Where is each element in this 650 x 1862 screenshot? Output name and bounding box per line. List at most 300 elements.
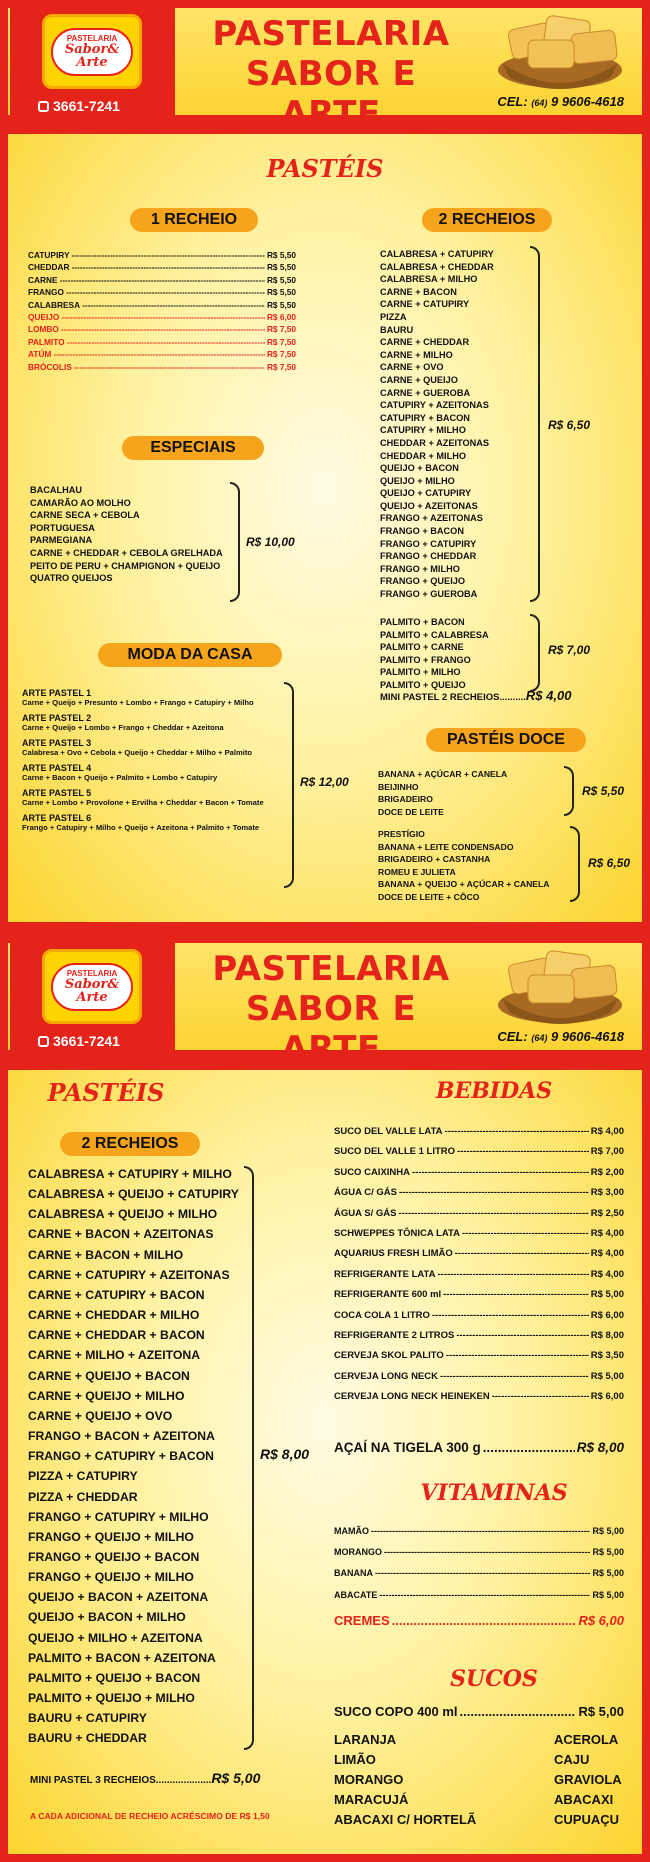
bebida-item-price: R$ 2,00 xyxy=(590,1166,624,1178)
um-recheio-item-price: R$ 7,50 xyxy=(266,349,296,360)
heading-moda-da-casa: MODA DA CASA xyxy=(98,643,282,667)
cel-phone-2 xyxy=(497,1029,624,1044)
um-recheio-item-price: R$ 5,50 xyxy=(266,250,296,260)
dois-recheios-item: CARNE + OVO xyxy=(380,362,444,373)
logo-text-top: PASTELARIA xyxy=(66,968,118,978)
vitamina-item xyxy=(334,1590,624,1600)
dots xyxy=(440,1371,589,1382)
p2-recheio-item: FRANGO + CATUPIRY + BACON xyxy=(28,1449,214,1464)
dots xyxy=(60,275,265,285)
vitamina-item xyxy=(334,1526,624,1536)
bebida-item-price: R$ 4,00 xyxy=(590,1268,624,1280)
um-recheio-item-name: CHEDDAR xyxy=(28,262,70,273)
especial-item: PEITO DE PERU + CHAMPIGNON + QUEIJO xyxy=(30,560,221,571)
logo-text-main-2: Arte xyxy=(76,989,108,1005)
especial-item: CARNE + CHEDDAR + CEBOLA GRELHADA xyxy=(30,547,223,558)
arte-pastel-title: ARTE PASTEL 4 xyxy=(22,763,92,773)
especial-item: CARNE SECA + CEBOLA xyxy=(30,510,140,521)
dois-recheios-item: CARNE + CATUPIRY xyxy=(380,299,470,310)
bebida-item-name: SUCO DEL VALLE LATA xyxy=(334,1126,443,1137)
vitamina-item-price: R$ 5,00 xyxy=(592,1568,624,1579)
bebida-item xyxy=(334,1391,624,1402)
cel-phone xyxy=(497,94,624,109)
suco-item: GRAVIOLA xyxy=(554,1772,622,1787)
doce-item: PRESTÍGIO xyxy=(378,829,425,839)
um-recheio-item xyxy=(28,337,296,347)
bebida-item-name: CERVEJA LONG NECK HEINEKEN xyxy=(334,1391,490,1403)
list-2-recheios-a xyxy=(380,248,494,601)
suco-item: ABACAXI C/ HORTELÃ xyxy=(334,1812,477,1827)
p2-recheio-item: BAURU + CHEDDAR xyxy=(28,1731,147,1746)
price-moda-da-casa: R$ 12,00 xyxy=(300,775,349,789)
p2-recheio-item: FRANGO + QUEIJO + MILHO xyxy=(28,1570,194,1585)
um-recheio-item-name: CALABRESA xyxy=(28,299,81,310)
doce-item: BRIGADEIRO + CASTANHA xyxy=(378,854,491,865)
cel-number: 9 9606-4618 xyxy=(550,94,624,109)
um-recheio-item-price: R$ 5,50 xyxy=(266,274,296,285)
arte-pastel-desc: Carne + Lombo + Provolone + Ervilha + Cheddar + Bacon + Tomate xyxy=(22,798,264,807)
price-2-recheios-a: R$ 6,50 xyxy=(548,418,591,432)
vitamina-item-name: BANANA xyxy=(334,1568,373,1579)
heading-2-recheios: 2 RECHEIOS xyxy=(422,208,552,232)
bebida-item-price: R$ 4,00 xyxy=(590,1126,624,1137)
mini-pastel-3: MINI PASTEL 3 RECHEIOS....................R$ 5,00 xyxy=(30,1770,261,1786)
phone-number xyxy=(38,98,120,114)
bebida-item-price: R$ 4,00 xyxy=(590,1248,624,1260)
mini-pastel-2-label: MINI PASTEL 2 RECHEIOS xyxy=(380,692,500,703)
um-recheio-item xyxy=(28,362,296,372)
doce-item: ROMEU E JULIETA xyxy=(378,866,456,877)
price-especiais: R$ 10,00 xyxy=(246,535,295,549)
arte-pastel-desc: Frango + Catupiry + Milho + Queijo + Azeitona + Palmito + Tomate xyxy=(22,823,260,832)
especial-item: BACALHAU xyxy=(30,485,83,495)
heading-2-recheios-p2: 2 RECHEIOS xyxy=(60,1132,200,1156)
dois-recheios-item: CARNE + CHEDDAR xyxy=(380,337,470,348)
um-recheio-item xyxy=(28,312,296,322)
pastel-basket-image xyxy=(490,8,630,93)
especial-item: QUATRO QUEIJOS xyxy=(30,573,113,584)
p2-recheio-item: CARNE + BACON + MILHO xyxy=(28,1247,184,1262)
um-recheio-item-price: R$ 5,50 xyxy=(266,299,296,310)
dots xyxy=(446,1350,589,1361)
brace-2-recheios-b xyxy=(530,614,540,692)
bebida-item-price: R$ 2,50 xyxy=(590,1207,624,1219)
bebida-item-name: REFRIGERANTE LATA xyxy=(334,1268,436,1280)
brace-doce-a xyxy=(564,766,574,816)
cel-ddd: (64) xyxy=(531,1033,548,1043)
bebida-item xyxy=(334,1310,624,1321)
doce-item: BEIJINHO xyxy=(378,781,419,792)
p2-recheio-item: CARNE + CHEDDAR + MILHO xyxy=(28,1308,200,1323)
dois-recheios-item: PALMITO + BACON xyxy=(380,617,465,627)
list-doce-a xyxy=(378,768,507,818)
vitamina-item xyxy=(334,1568,624,1578)
um-recheio-item-name: LOMBO xyxy=(28,324,59,335)
especial-item: CAMARÃO AO MOLHO xyxy=(30,497,131,508)
um-recheio-item-name: PALMITO xyxy=(28,336,65,347)
acai-label: AÇAÍ NA TIGELA 300 g xyxy=(334,1440,481,1455)
dois-recheios-item: PIZZA xyxy=(380,311,407,322)
dots xyxy=(71,250,264,260)
um-recheio-item xyxy=(28,349,296,359)
bebida-item-price: R$ 8,00 xyxy=(590,1330,624,1341)
logo-text-main: Sabor& xyxy=(64,41,120,57)
um-recheio-item-name: CATUPIRY xyxy=(28,250,70,260)
dois-recheios-item: PALMITO + QUEIJO xyxy=(380,679,466,690)
price-2-recheios-b: R$ 7,00 xyxy=(548,643,591,657)
p2-recheio-item: QUEIJO + BACON + MILHO xyxy=(28,1610,186,1625)
price-2-recheios-p2: R$ 8,00 xyxy=(260,1446,310,1462)
list-sucos-left xyxy=(334,1730,476,1830)
suco-copo-line xyxy=(334,1704,624,1719)
dots xyxy=(384,1547,590,1557)
bebida-item xyxy=(334,1330,624,1341)
bebida-item-price: R$ 3,50 xyxy=(590,1350,624,1362)
dots xyxy=(61,324,265,334)
doce-item: BANANA + QUEIJO + AÇÚCAR + CANELA xyxy=(378,879,550,890)
dots xyxy=(438,1269,589,1280)
brace-2-recheios-a xyxy=(530,246,540,602)
mini-pastel-3-label: MINI PASTEL 3 RECHEIOS xyxy=(30,1775,156,1786)
suco-item: MARACUJÁ xyxy=(334,1792,409,1807)
price-doce-b: R$ 6,50 xyxy=(588,856,631,870)
list-2-recheios-b xyxy=(380,616,489,692)
p2-recheio-item: BAURU + CATUPIRY xyxy=(28,1711,147,1726)
brace-moda-da-casa xyxy=(284,682,294,888)
arte-pastel-title: ARTE PASTEL 2 xyxy=(22,713,92,723)
bebida-item xyxy=(334,1126,624,1137)
p2-recheio-item: FRANGO + QUEIJO + BACON xyxy=(28,1549,200,1564)
p2-recheio-item: FRANGO + QUEIJO + MILHO xyxy=(28,1529,194,1544)
bebida-item-price: R$ 5,00 xyxy=(590,1289,624,1301)
dois-recheios-item: FRANGO + CHEDDAR xyxy=(380,551,477,562)
dots xyxy=(457,1146,589,1157)
suco-copo-label: SUCO COPO 400 ml xyxy=(334,1704,458,1719)
dois-recheios-item: CARNE + BACON xyxy=(380,286,457,297)
arte-pastel-title: ARTE PASTEL 5 xyxy=(22,788,92,798)
section-title-pasteis-2: PASTÉIS xyxy=(47,1078,165,1107)
brand-title xyxy=(196,14,466,134)
bebida-item xyxy=(334,1269,624,1280)
list-moda-da-casa xyxy=(22,688,264,838)
cremes-label: CREMES xyxy=(334,1613,390,1628)
bebida-item-name: ÁGUA C/ GÁS xyxy=(334,1187,397,1199)
dois-recheios-item: BAURU xyxy=(380,324,414,335)
um-recheio-item-price: R$ 5,50 xyxy=(266,287,296,298)
p2-recheio-item: PIZZA + CHEDDAR xyxy=(28,1489,138,1504)
dots xyxy=(399,1187,589,1198)
bebida-item xyxy=(334,1350,624,1361)
list-doce-b xyxy=(378,828,550,904)
dois-recheios-item: FRANGO + MILHO xyxy=(380,563,460,574)
um-recheio-item xyxy=(28,300,296,310)
dois-recheios-item: PALMITO + CARNE xyxy=(380,642,464,653)
bebida-item-name: COCA COLA 1 LITRO xyxy=(334,1309,430,1321)
p2-recheio-item: CARNE + CATUPIRY + AZEITONAS xyxy=(28,1267,230,1282)
phone-icon xyxy=(38,101,49,112)
list-sucos-right xyxy=(554,1730,622,1830)
doce-item: DOCE DE LEITE + CÔCO xyxy=(378,891,480,902)
section-title-pasteis: PASTÉIS xyxy=(266,154,384,183)
doce-item: BANANA + LEITE CONDENSADO xyxy=(378,841,514,852)
dots xyxy=(74,362,265,372)
brand-title-line1: PASTELARIA xyxy=(212,949,450,989)
suco-copo-price: R$ 5,00 xyxy=(578,1704,624,1719)
dots xyxy=(375,1568,590,1578)
brand-logo-2 xyxy=(42,949,142,1024)
bebida-item-name: AQUARIUS FRESH LIMÃO xyxy=(334,1248,453,1260)
bebida-item-name: SUCO DEL VALLE 1 LITRO xyxy=(334,1146,456,1158)
bebida-item-name: REFRIGERANTE 600 ml xyxy=(334,1289,442,1301)
dois-recheios-item: QUEIJO + BACON xyxy=(380,463,459,474)
dois-recheios-item: QUEIJO + AZEITONAS xyxy=(380,500,478,511)
brand-title-line1: PASTELARIA xyxy=(212,14,450,54)
p2-recheio-item: PIZZA + CATUPIRY xyxy=(28,1469,138,1484)
um-recheio-item xyxy=(28,287,296,297)
list-2-recheios-p2 xyxy=(28,1164,239,1749)
dots xyxy=(483,1440,575,1455)
dots xyxy=(392,1613,577,1628)
heading-1-recheio: 1 RECHEIO xyxy=(130,208,258,232)
suco-item: CUPUAÇU xyxy=(554,1812,619,1827)
logo-panel xyxy=(10,8,175,120)
dots xyxy=(72,262,265,272)
cel-label: CEL: xyxy=(497,94,528,109)
um-recheio-item xyxy=(28,324,296,334)
section-title-vitaminas: VITAMINAS xyxy=(420,1480,568,1506)
mini-pastel-2-price: R$ 4,00 xyxy=(525,688,572,703)
phone-text: 3661-7241 xyxy=(53,98,120,114)
bebida-item-price: R$ 6,00 xyxy=(590,1309,624,1321)
logo-text-main-2: Arte xyxy=(76,54,108,70)
dots xyxy=(432,1310,589,1321)
dots xyxy=(443,1289,589,1300)
brand-title-line2: SABOR E ARTE xyxy=(245,989,417,1069)
bebida-item xyxy=(334,1248,624,1259)
dois-recheios-item: CALABRESA + MILHO xyxy=(380,274,478,285)
dots xyxy=(456,1330,588,1341)
um-recheio-item-price: R$ 7,50 xyxy=(266,361,296,372)
brand-logo xyxy=(42,14,142,89)
pastel-basket-image-2 xyxy=(490,943,630,1028)
suco-item: ACEROLA xyxy=(554,1732,619,1747)
cremes-price: R$ 6,00 xyxy=(578,1613,624,1628)
arte-pastel-desc: Carne + Bacon + Queijo + Palmito + Lombo + Catupiry xyxy=(22,773,218,782)
um-recheio-item-price: R$ 7,50 xyxy=(266,324,296,335)
dois-recheios-item: PALMITO + MILHO xyxy=(380,667,461,678)
bebida-item xyxy=(334,1187,624,1198)
suco-item: CAJU xyxy=(554,1752,590,1767)
dois-recheios-item: CHEDDAR + MILHO xyxy=(380,450,467,461)
header-bottom xyxy=(0,935,650,1069)
logo-text-main: Sabor& xyxy=(64,976,120,992)
um-recheio-item-name: ATÚM xyxy=(28,349,52,360)
menu-page-1 xyxy=(8,134,642,922)
bebida-item-price: R$ 7,00 xyxy=(590,1146,624,1158)
p2-recheio-item: CARNE + CATUPIRY + BACON xyxy=(28,1287,205,1302)
acai-price: R$ 8,00 xyxy=(576,1440,624,1455)
bebida-item xyxy=(334,1371,624,1382)
bebida-item-price: R$ 4,00 xyxy=(590,1228,624,1239)
brace-especiais xyxy=(230,482,240,602)
um-recheio-item-price: R$ 7,50 xyxy=(266,336,296,347)
footnote-adicional: A CADA ADICIONAL DE RECHEIO ACRÉSCIMO DE R$ 1,50 xyxy=(30,1811,270,1821)
cel-label: CEL: xyxy=(497,1029,528,1044)
dois-recheios-item: CHEDDAR + AZEITONAS xyxy=(380,437,489,448)
dois-recheios-item: CATUPIRY + BACON xyxy=(380,412,470,423)
dois-recheios-item: CATUPIRY + AZEITONAS xyxy=(380,400,489,411)
dots xyxy=(412,1167,589,1178)
um-recheio-item xyxy=(28,275,296,285)
suco-item: ABACAXI xyxy=(554,1792,614,1807)
um-recheio-item-name: QUEIJO xyxy=(28,312,60,322)
bebida-item xyxy=(334,1208,624,1219)
brand-title-2 xyxy=(196,949,466,1069)
um-recheio-item-name: BRÓCOLIS xyxy=(28,361,72,372)
dots xyxy=(445,1126,589,1137)
mini-pastel-3-price: R$ 5,00 xyxy=(211,1770,261,1786)
dois-recheios-item: CALABRESA + CHEDDAR xyxy=(380,261,494,272)
dois-recheios-item: CARNE + GUEROBA xyxy=(380,387,471,398)
especial-item: PARMEGIANA xyxy=(30,535,93,546)
acai-line xyxy=(334,1440,624,1455)
p2-recheio-item: QUEIJO + BACON + AZEITONA xyxy=(28,1590,209,1605)
arte-pastel-title: ARTE PASTEL 3 xyxy=(22,738,92,748)
p2-recheio-item: CARNE + QUEIJO + BACON xyxy=(28,1368,190,1383)
dois-recheios-item: FRANGO + QUEIJO xyxy=(380,576,465,587)
dois-recheios-item: FRANGO + AZEITONAS xyxy=(380,513,483,524)
bebida-item-price: R$ 5,00 xyxy=(590,1370,624,1382)
um-recheio-item xyxy=(28,262,296,272)
phone-text: 3661-7241 xyxy=(53,1033,120,1049)
p2-recheio-item: CARNE + MILHO + AZEITONA xyxy=(28,1348,200,1363)
vitamina-item-name: ABACATE xyxy=(334,1589,378,1600)
phone-number-2 xyxy=(38,1033,120,1049)
arte-pastel-title: ARTE PASTEL 1 xyxy=(22,688,92,698)
um-recheio-item-price: R$ 6,00 xyxy=(266,312,296,322)
arte-pastel-title: ARTE PASTEL 6 xyxy=(22,813,92,823)
um-recheio-item xyxy=(28,250,296,260)
bebida-item-name: CERVEJA SKOL PALITO xyxy=(334,1350,444,1362)
dois-recheios-item: QUEIJO + MILHO xyxy=(380,475,455,486)
bebida-item-name: REFRIGERANTE 2 LITROS xyxy=(334,1330,455,1341)
p2-recheio-item: CALABRESA + QUEIJO + MILHO xyxy=(28,1207,218,1222)
dois-recheios-item: CATUPIRY + MILHO xyxy=(380,425,466,436)
dois-recheios-item: CALABRESA + CATUPIRY xyxy=(380,249,494,259)
doce-item: DOCE DE LEITE xyxy=(378,806,444,817)
bebida-item xyxy=(334,1167,624,1178)
dois-recheios-item: FRANGO + GUEROBA xyxy=(380,589,478,600)
dots xyxy=(82,300,265,310)
bebida-item xyxy=(334,1228,624,1239)
doce-item: BANANA + AÇÚCAR + CANELA xyxy=(378,769,508,779)
p2-recheio-item: CARNE + QUEIJO + OVO xyxy=(28,1408,173,1423)
dots xyxy=(460,1704,577,1719)
dots xyxy=(67,337,265,347)
mini-pastel-2: MINI PASTEL 2 RECHEIOS..........R$ 4,00 xyxy=(380,688,572,703)
p2-recheio-item: QUEIJO + MILHO + AZEITONA xyxy=(28,1630,203,1645)
p2-recheio-item: CALABRESA + QUEIJO + CATUPIRY xyxy=(28,1187,239,1202)
p2-recheio-item: CARNE + CHEDDAR + BACON xyxy=(28,1328,205,1343)
list-especiais xyxy=(30,484,223,585)
vitamina-item-price: R$ 5,00 xyxy=(592,1526,624,1536)
cel-ddd: (64) xyxy=(531,98,548,108)
bebida-item-name: SUCO CAIXINHA xyxy=(334,1166,411,1178)
p2-recheio-item: PALMITO + QUEIJO + MILHO xyxy=(28,1691,195,1706)
dois-recheios-item: PALMITO + FRANGO xyxy=(380,654,471,665)
dois-recheios-item: QUEIJO + CATUPIRY xyxy=(380,488,472,499)
arte-pastel-desc: Calabresa + Ovo + Cebola + Queijo + Cheddar + Milho + Palmito xyxy=(22,748,252,757)
dots xyxy=(492,1391,589,1402)
vitamina-item-price: R$ 5,00 xyxy=(592,1547,624,1558)
heading-especiais: ESPECIAIS xyxy=(122,436,264,460)
vitamina-item-price: R$ 5,00 xyxy=(592,1589,624,1600)
p2-recheio-item: FRANGO + BACON + AZEITONA xyxy=(28,1429,215,1444)
suco-item: LARANJA xyxy=(334,1732,397,1747)
phone-icon xyxy=(38,1036,49,1047)
brand-title-line2: SABOR E ARTE xyxy=(245,54,417,134)
dots xyxy=(455,1248,589,1259)
heading-pasteis-doce: PASTÉIS DOCE xyxy=(426,728,586,752)
bebida-item-price: R$ 6,00 xyxy=(590,1391,624,1403)
dots xyxy=(53,349,265,359)
cel-number: 9 9606-4618 xyxy=(550,1029,624,1044)
bebida-item-name: SCHWEPPES TÔNICA LATA xyxy=(334,1228,460,1239)
dois-recheios-item: CARNE + QUEIJO xyxy=(380,374,458,385)
bebida-item-name: CERVEJA LONG NECK xyxy=(334,1370,438,1382)
p2-recheio-item: PALMITO + QUEIJO + BACON xyxy=(28,1670,201,1685)
menu-page-2 xyxy=(8,1070,642,1854)
section-title-bebidas: BEBIDAS xyxy=(435,1078,553,1104)
cremes-line xyxy=(334,1613,624,1628)
dots xyxy=(61,312,265,322)
price-doce-a: R$ 5,50 xyxy=(582,784,625,798)
bebida-item-price: R$ 3,00 xyxy=(590,1187,624,1199)
dots xyxy=(398,1208,588,1219)
brace-2-recheios-p2 xyxy=(244,1166,254,1750)
dois-recheios-item: FRANGO + CATUPIRY xyxy=(380,538,477,549)
p2-recheio-item: PALMITO + BACON + AZEITONA xyxy=(28,1650,216,1665)
bebida-item xyxy=(334,1146,624,1157)
dois-recheios-item: CARNE + MILHO xyxy=(380,349,453,360)
dots xyxy=(462,1228,589,1239)
dots xyxy=(371,1526,590,1536)
vitamina-item-name: MORANGO xyxy=(334,1547,382,1558)
dois-recheios-item: PALMITO + CALABRESA xyxy=(380,629,489,640)
p2-recheio-item: FRANGO + CATUPIRY + MILHO xyxy=(28,1509,209,1524)
bebida-item xyxy=(334,1289,624,1300)
section-title-sucos: SUCOS xyxy=(450,1666,538,1692)
p2-recheio-item: CALABRESA + CATUPIRY + MILHO xyxy=(28,1167,232,1181)
brace-doce-b xyxy=(570,826,580,902)
bebida-item-name: ÁGUA S/ GÁS xyxy=(334,1207,397,1219)
dois-recheios-item: FRANGO + BACON xyxy=(380,526,464,537)
especial-item: PORTUGUESA xyxy=(30,522,95,533)
logo-panel-2 xyxy=(10,943,175,1055)
vitamina-item xyxy=(334,1547,624,1557)
header-top xyxy=(0,0,650,134)
um-recheio-item-name: CARNE xyxy=(28,274,58,285)
suco-item: LIMÃO xyxy=(334,1752,376,1767)
logo-text-top: PASTELARIA xyxy=(66,33,118,43)
arte-pastel-desc: Carne + Queijo + Presunto + Lombo + Frango + Catupiry + Milho xyxy=(22,698,254,707)
arte-pastel-desc: Carne + Queijo + Lombo + Frango + Cheddar + Azeitona xyxy=(22,723,224,732)
dots xyxy=(66,287,265,297)
um-recheio-item-price: R$ 5,50 xyxy=(266,262,296,273)
doce-item: BRIGADEIRO xyxy=(378,794,433,805)
um-recheio-item-name: FRANGO xyxy=(28,287,64,298)
vitamina-item-name: MAMÃO xyxy=(334,1526,369,1536)
